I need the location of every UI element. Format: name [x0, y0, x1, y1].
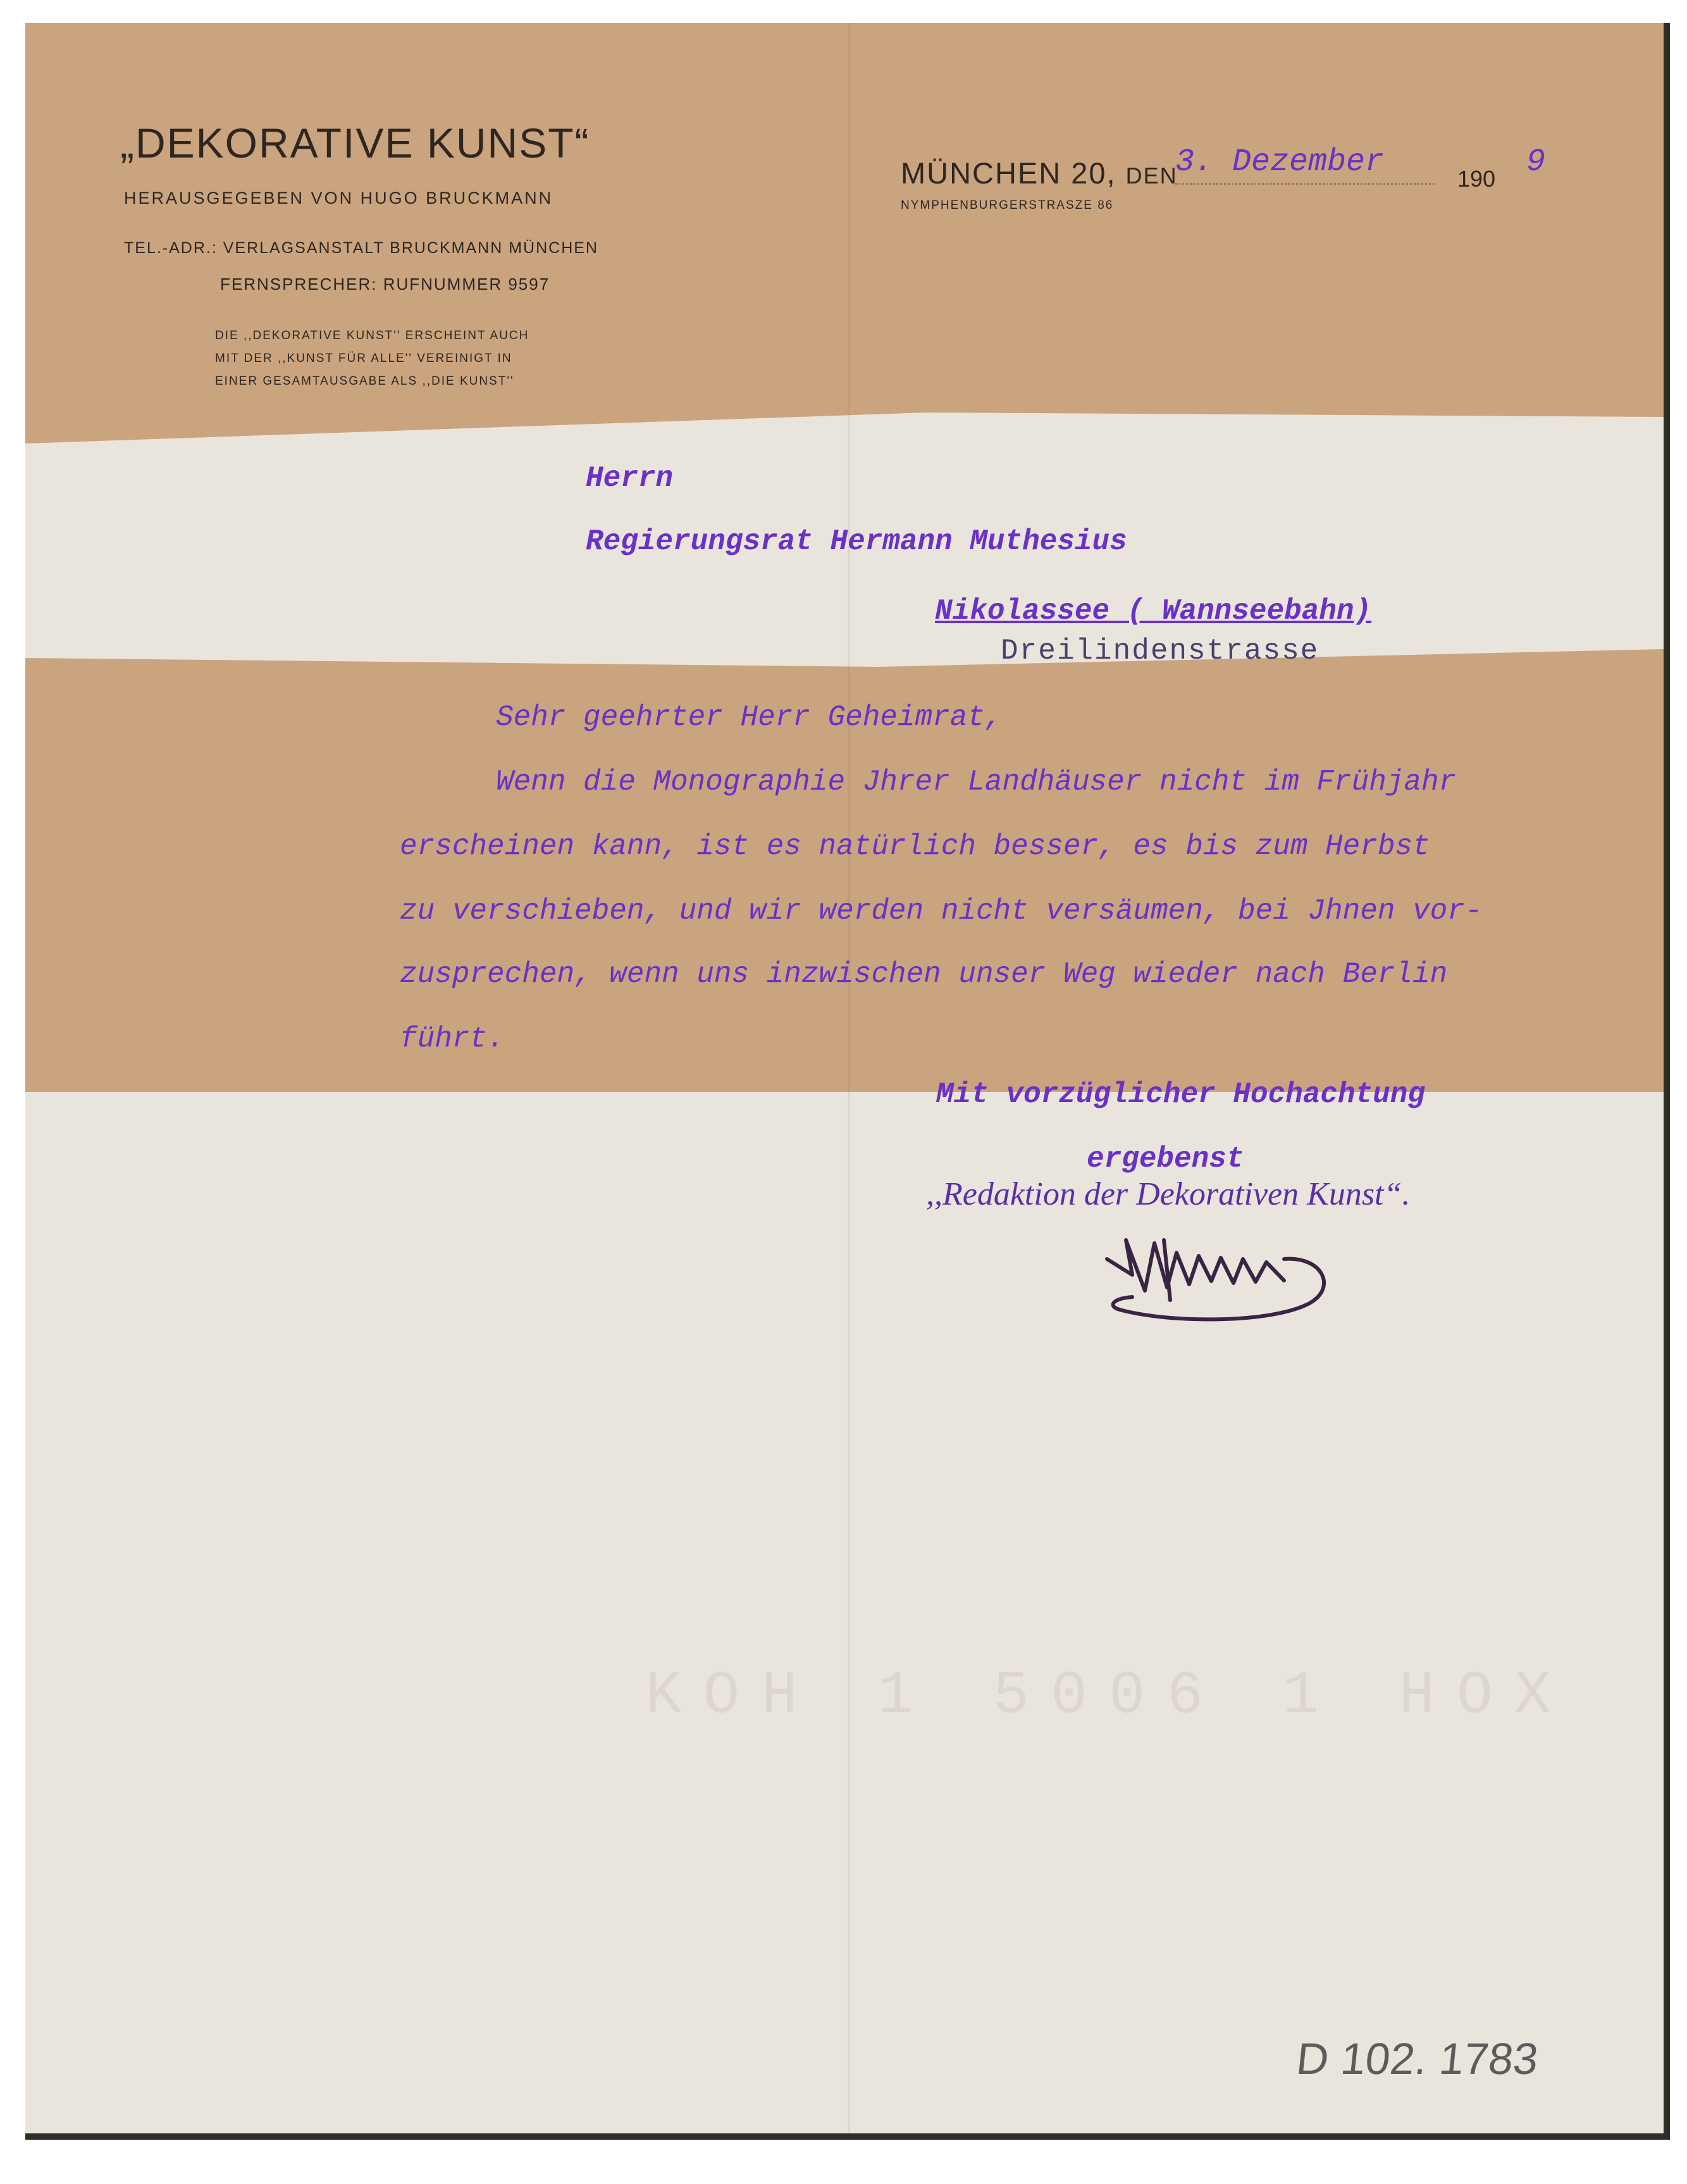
letterhead-publisher: HERAUSGEGEBEN VON HUGO BRUCKMANN	[124, 189, 553, 208]
letterhead-note-line: DIE ,,DEKORATIVE KUNST'' ERSCHEINT AUCH	[215, 329, 529, 342]
letterhead-city-den: DEN	[1125, 163, 1178, 189]
editorial-stamp: ,,Redaktion der Dekorativen Kunst“.	[926, 1176, 1411, 1212]
address-street: Dreilindenstrasse	[1001, 635, 1319, 667]
letter-valediction: ergebenst	[1087, 1143, 1244, 1176]
letterhead-title: „DEKORATIVE KUNST“	[120, 120, 590, 166]
letter-body-line: führt.	[400, 1022, 505, 1055]
letter-body-line: zusprechen, wenn uns inzwischen unser Weg wieder nach Berlin	[400, 958, 1448, 991]
handwritten-signature	[1094, 1215, 1347, 1341]
address-salutation: Herrn	[586, 462, 674, 495]
paper-fold-line	[848, 23, 850, 2133]
bleed-through-mark: KOH 1 5006 1 HOX	[645, 1661, 1573, 1730]
date-dotted-line	[1175, 183, 1435, 185]
address-city: Nikolassee ( Wannseebahn)	[935, 595, 1372, 628]
typed-year-digit: 9	[1526, 144, 1546, 180]
typed-date: 3. Dezember	[1175, 144, 1385, 180]
letterhead-note-line: MIT DER ,,KUNST FÜR ALLE'' VEREINIGT IN	[215, 352, 512, 365]
address-name: Regierungsrat Hermann Muthesius	[586, 525, 1127, 558]
letterhead-phone: FERNSPRECHER: RUFNUMMER 9597	[220, 275, 550, 294]
letter-greeting: Sehr geehrter Herr Geheimrat,	[496, 701, 1003, 734]
archive-number: D 102. 1783	[1294, 2034, 1541, 2083]
letterhead-year-prefix: 190	[1457, 166, 1496, 192]
letter-body-line: erscheinen kann, ist es natürlich besser, es bis zum Herbst	[400, 830, 1430, 863]
letterhead-note-line: EINER GESAMTAUSGABE ALS ,,DIE KUNST''	[215, 375, 514, 388]
letterhead-city	[901, 156, 1178, 190]
letter-body-line: zu verschieben, und wir werden nicht versäumen, bei Jhnen vor-	[400, 895, 1483, 928]
letterhead-telegraph: TEL.-ADR.: VERLAGSANSTALT BRUCKMANN MÜNCHEN	[124, 239, 598, 257]
letter-closing: Mit vorzüglicher Hochachtung	[936, 1078, 1425, 1111]
letter-body-line: Wenn die Monographie Jhrer Landhäuser nicht im Frühjahr	[496, 766, 1457, 798]
letterhead-city-name: MÜNCHEN 20,	[901, 156, 1116, 190]
letterhead-street: NYMPHENBURGERSTRASZE 86	[901, 199, 1114, 212]
